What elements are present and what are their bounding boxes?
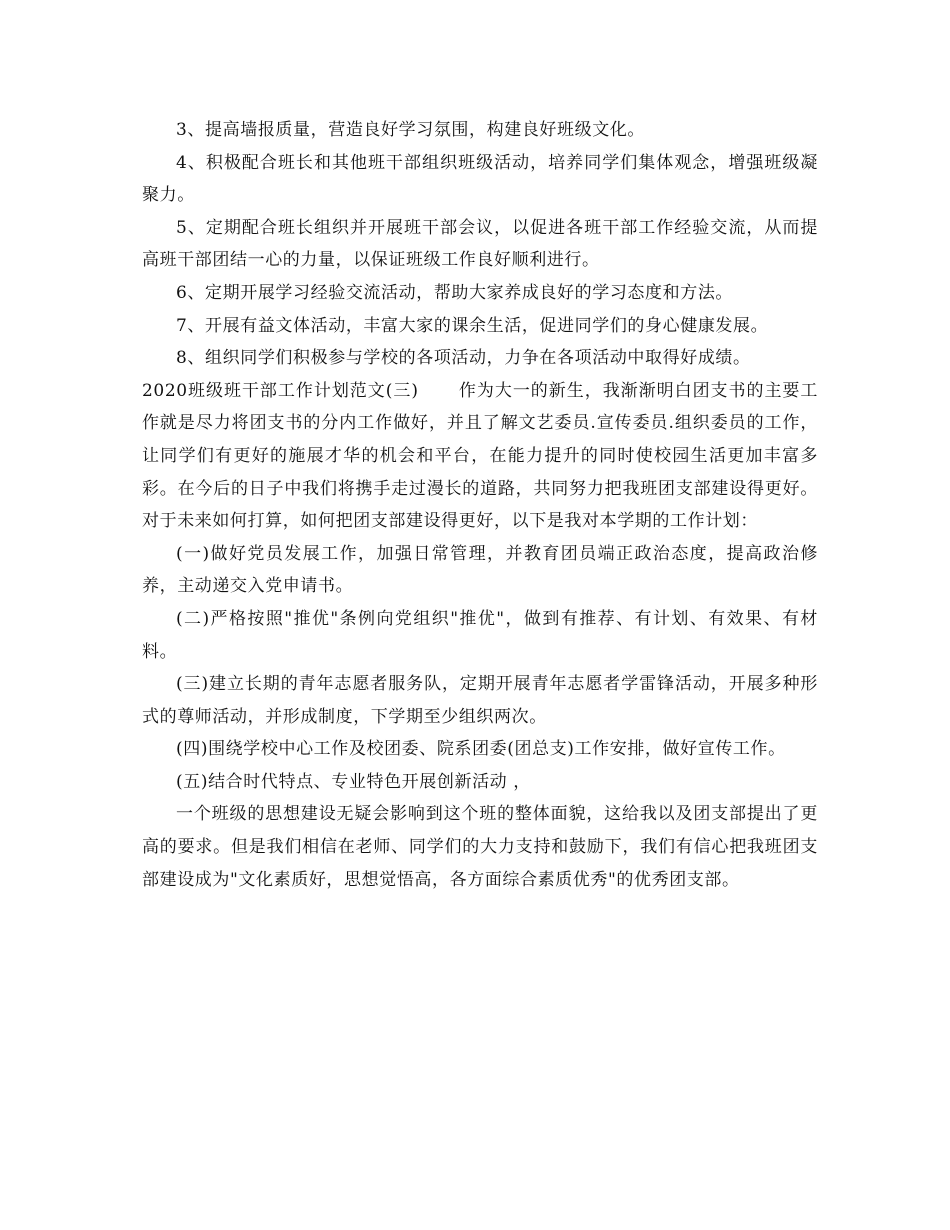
closing-paragraph: 一个班级的思想建设无疑会影响到这个班的整体面貌，这给我以及团支部提出了更高的要求。但是我们相信在老师、同学们的大力支持和鼓励下，我们有信心把我班团支部建设成为"文化素质好，思想觉悟高，各方面综合素质优秀"的优秀团支部。 [142,804,818,890]
plan-item-2: (二)严格按照"推优"条例向党组织"推优"，做到有推荐、有计划、有效果、有材料。 [142,608,818,662]
paragraph-item-3: 3、提高墙报质量，营造良好学习氛围，构建良好班级文化。 [176,120,646,140]
section-paragraph [142,375,818,538]
section-intro: 作为大一的新生，我渐渐明白团支书的主要工作就是尽力将团支书的分内工作做好，并且了解文艺委员.宣传委员.组织委员的工作，让同学们有更好的施展才华的机会和平台，在能力提升的同时使校园生活更加丰富多彩。在今后的日子中我们将携手走过漫长的道路，共同努力把我班团支部建设得更好。对于未来如何打算，如何把团支部建设得更好，以下是我对本学期的工作计划： [142,380,818,532]
paragraph-item-7: 7、开展有益文体活动，丰富大家的课余生活，促进同学们的身心健康发展。 [176,315,769,336]
document-body [142,114,818,896]
plan-item-5: (五)结合时代特点、专业特色开展创新活动 ， [176,771,531,792]
plan-item-1: (一)做好党员发展工作，加强日常管理，并教育团员端正政治态度，提高政治修养，主动递交入党申请书。 [142,543,818,597]
paragraph-item-6: 6、定期开展学习经验交流活动，帮助大家养成良好的学习态度和方法。 [176,282,734,303]
paragraph-item-4: 4、积极配合班长和其他班干部组织班级活动，培养同学们集体观念，增强班级凝聚力。 [142,152,818,206]
section-heading: 2020班级班干部工作计划范文(三) [142,380,419,401]
plan-item-3: (三)建立长期的青年志愿者服务队，定期开展青年志愿者学雷锋活动，开展多种形式的尊师活动，并形成制度，下学期至少组织两次。 [142,674,818,727]
paragraph-item-5: 5、定期配合班长组织并开展班干部会议，以促进各班干部工作经验交流，从而提高班干部团结一心的力量，以保证班级工作良好顺利进行。 [142,217,818,271]
paragraph-item-8: 8、组织同学们积极参与学校的各项活动，力争在各项活动中取得好成绩。 [176,348,751,369]
plan-item-4: (四)围绕学校中心工作及校团委、院系团委(团总支)工作安排，做好宣传工作。 [176,739,786,760]
